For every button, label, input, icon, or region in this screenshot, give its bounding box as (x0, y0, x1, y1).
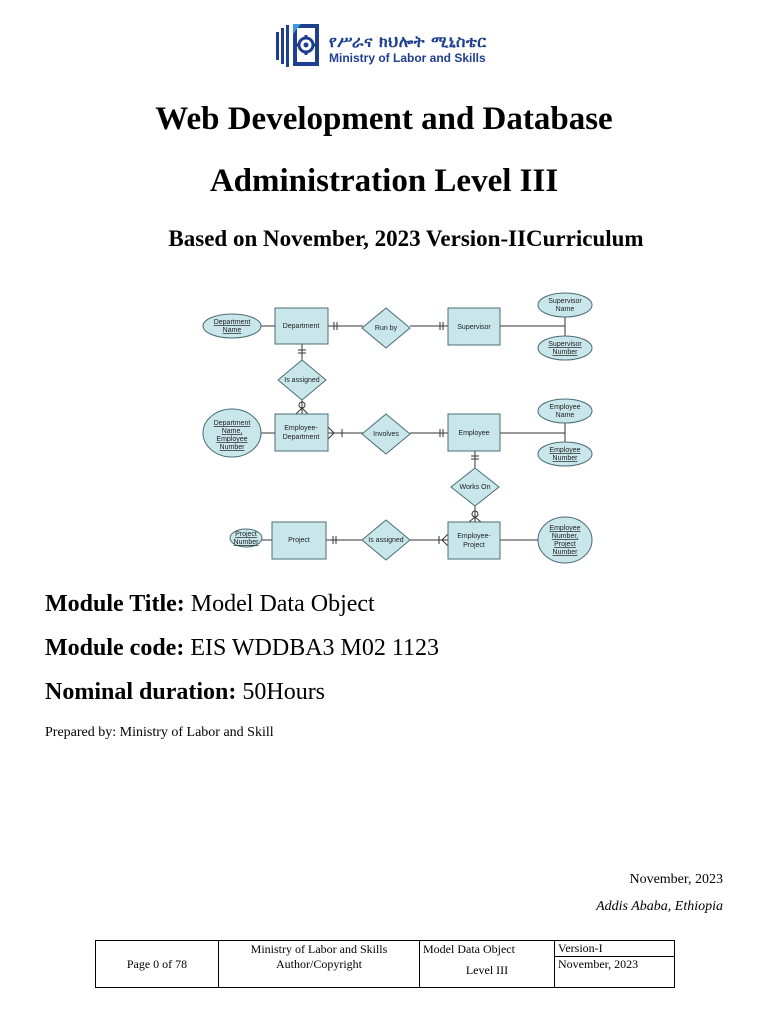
footer-module-name: Model Data Object (423, 942, 515, 956)
prepared-by: Prepared by: Ministry of Labor and Skill (45, 725, 274, 740)
label-emp-proj-2: Number, (551, 533, 579, 540)
document-title-line2: Administration Level III (209, 163, 559, 199)
label-dept-emp-2: Name, (221, 428, 243, 435)
label-supervisor-name-2: Name (555, 306, 575, 313)
label-dept-emp-1: Department (213, 420, 251, 427)
label-supervisor-name-1: Supervisor (548, 298, 582, 305)
label-run-by: Run by (374, 325, 398, 332)
label-emp-proj-1: Employee (549, 525, 581, 532)
label-emp-proj-4: Number (552, 549, 578, 556)
footer-version: Version-I (555, 941, 675, 957)
module-title-value: Model Data Object (190, 591, 375, 617)
label-project-number-2: Number (233, 539, 259, 546)
label-project-number-1: Project (235, 531, 257, 538)
ministry-logo (273, 20, 495, 72)
footer-module (420, 941, 555, 988)
label-dept-emp-4: Number (219, 444, 245, 451)
entity-employee-department (275, 414, 328, 451)
label-works-on: Works On (459, 484, 491, 491)
label-employee-department-1: Employee- (284, 425, 318, 432)
attribute-supervisor-name (538, 293, 592, 317)
label-dept-emp-3: Employee (216, 436, 248, 443)
label-employee-number-2: Number (552, 455, 578, 462)
label-employee-project-2: Project (463, 542, 485, 549)
nominal-duration (45, 679, 325, 706)
footer-ministry-line1: Ministry of Labor and Skills (250, 942, 388, 956)
module-code (45, 635, 439, 662)
entity-employee-project (448, 522, 500, 559)
label-department-name-2: Name (222, 327, 242, 334)
attribute-emp-number-proj-number (538, 517, 592, 563)
label-employee-number-1: Employee (549, 447, 581, 454)
module-code-label: Module code: (45, 635, 185, 661)
label-emp-proj-3: Project (554, 541, 576, 548)
label-is-assigned-bottom: Is assigned (368, 537, 404, 544)
label-department: Department (282, 323, 320, 330)
ministry-emblem-icon (273, 20, 325, 72)
label-department-name-1: Department (213, 319, 251, 326)
label-supervisor-number-1: Supervisor (548, 341, 582, 348)
er-diagram (198, 288, 598, 568)
label-employee-name-1: Employee (549, 404, 581, 411)
label-supervisor: Supervisor (457, 324, 491, 331)
footer-ministry-line2: Author/Copyright (276, 957, 362, 971)
module-title-label: Module Title: (45, 591, 185, 617)
nominal-duration-label: Nominal duration: (45, 679, 237, 705)
footer-date: November, 2023 (555, 957, 675, 988)
label-employee-department-2: Department (282, 434, 320, 441)
attribute-employee-name (538, 399, 592, 423)
attribute-supervisor-number (538, 336, 592, 360)
module-title (45, 591, 375, 618)
document-subtitle: Based on November, 2023 Version-IICurriculum (168, 226, 644, 251)
document-title-line1: Web Development and Database (155, 101, 613, 137)
attribute-department-name (203, 314, 261, 338)
label-employee-name-2: Name (555, 412, 575, 419)
label-employee: Employee (458, 430, 490, 437)
label-employee-project-1: Employee- (457, 533, 491, 540)
ministry-name-amharic: የሥራና ክህሎት ሚኒስቴር (329, 32, 487, 51)
module-code-value: EIS WDDBA3 M02 1123 (190, 635, 439, 661)
footer-page-number: Page 0 of 78 (96, 941, 219, 988)
ministry-name-english: Ministry of Labor and Skills (329, 51, 486, 65)
page-footer-table (95, 940, 675, 988)
footer-level: Level III (465, 963, 509, 977)
nominal-duration-value: 50Hours (242, 679, 326, 705)
attribute-employee-number (538, 442, 592, 466)
label-involves: Involves (373, 431, 399, 438)
label-supervisor-number-2: Number (552, 349, 578, 356)
label-project: Project (288, 537, 310, 544)
footer-ministry (219, 941, 420, 988)
publication-date: November, 2023 (629, 872, 723, 887)
label-is-assigned-top: Is assigned (284, 377, 320, 384)
publication-place: Addis Ababa, Ethiopia (596, 899, 723, 914)
